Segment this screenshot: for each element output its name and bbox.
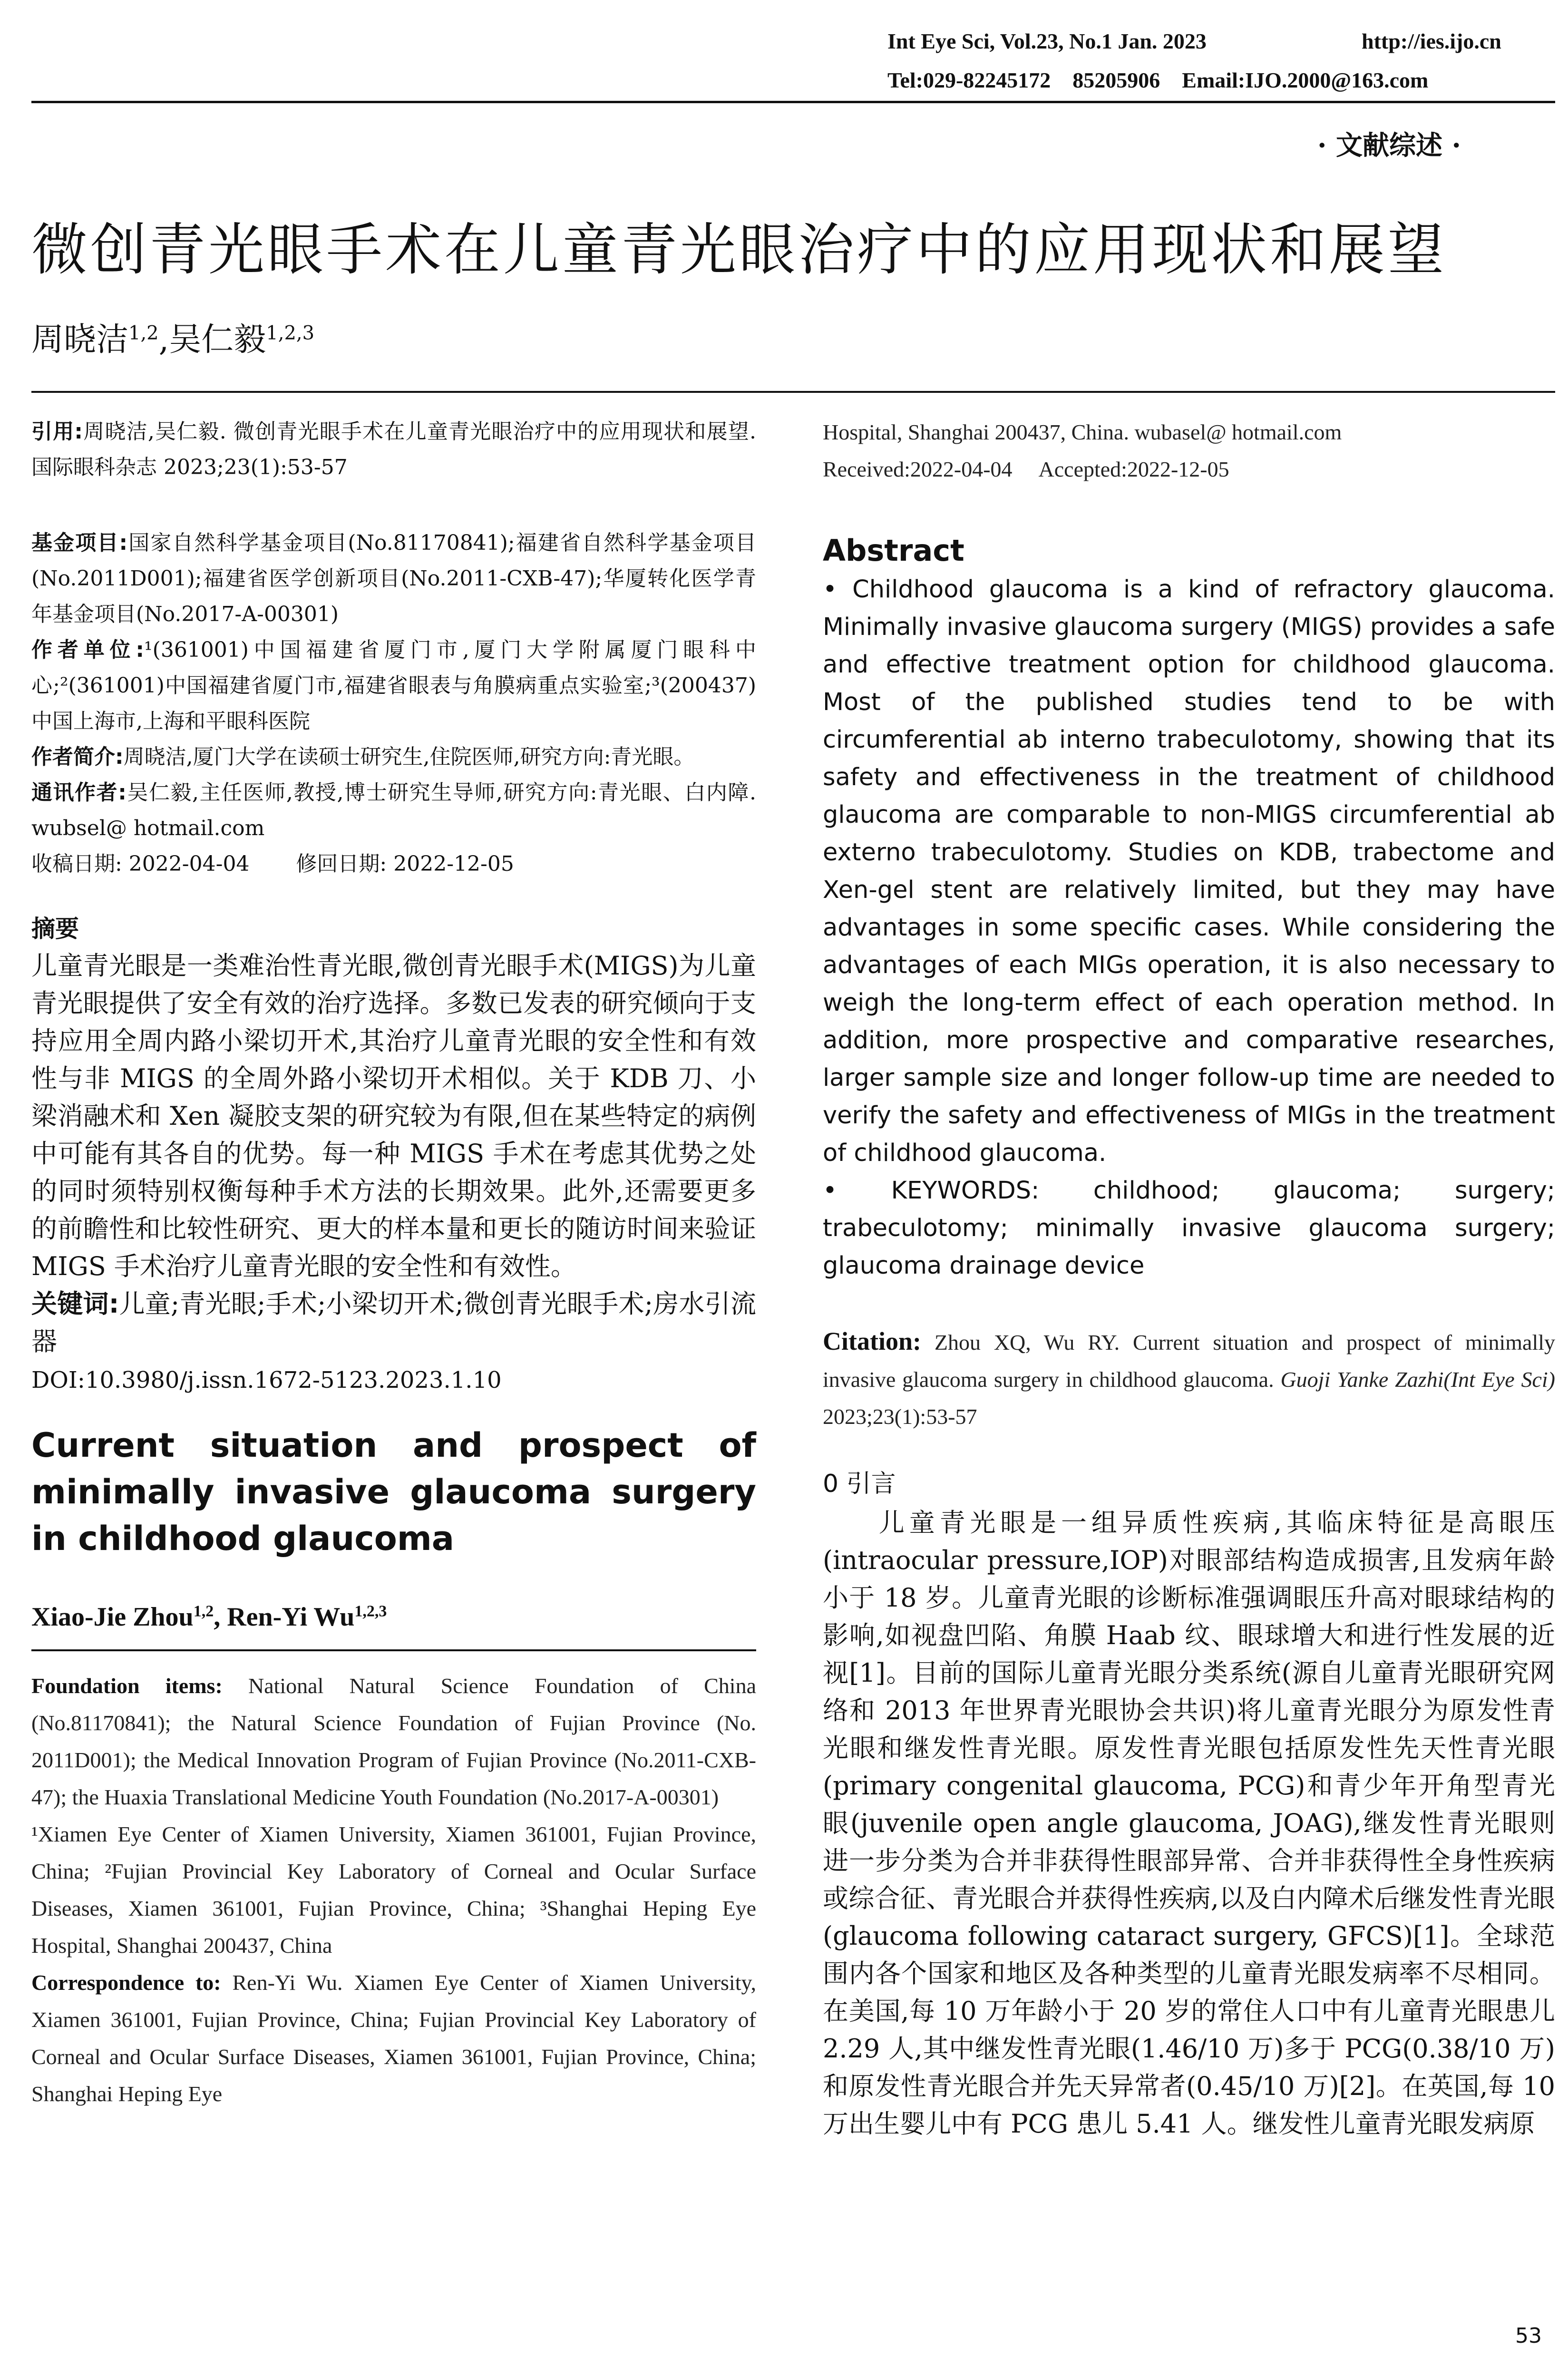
correspondence-cont: Hospital, Shanghai 200437, China. wubasel@ hotmail.com — [823, 420, 1342, 444]
en-author-name: Xiao-Jie Zhou — [31, 1602, 194, 1632]
keywords-cn — [31, 1285, 756, 1360]
citation-cn-text: 周晓洁,吴仁毅. 微创青光眼手术在儿童青光眼治疗中的应用现状和展望. 国际眼科杂志 2023;23(1):53-57 — [31, 419, 756, 479]
citation-en-label: Citation: — [823, 1327, 921, 1355]
citation-en-tail: 2023;23(1):53-57 — [823, 1404, 977, 1429]
intro-body: 儿童青光眼是一组异质性疾病,其临床特征是高眼压(intraocular pressure,IOP)对眼部结构造成损害,且发病年龄小于 18 岁。儿童青光眼的诊断标准强调眼压升高对眼球结构的影响,如视盘凹陷、角膜 Haab 纹、眼球增大和进行性发展的近视[1]。目前的国际儿童青光眼分类系统(源自儿童青光眼研究网络和 2013 年世界青光眼协会共识)将儿童青光眼分为原发性青光眼和继发性青光眼。原发性青光眼包括原发性先天性青光眼(primary congenital glaucoma, PCG)和青少年开角型青光眼(juvenile open angle glaucoma, JOAG),继发性青光眼则进一步分类为合并非获得性眼部异常、合并非获得性全身性疾病或综合征、青光眼合并获得性疾病,以及白内障术后继发性青光眼(glaucoma following cataract surgery, GFCS)[1]。全球范围内各个国家和地区及各种类型的儿童青光眼发病率不尽相同。在美国,每 10 万年龄小于 20 岁的常住人口中有儿童青光眼患儿 2.29 人,其中继发性青光眼(1.46/10 万)多于 PCG(0.38/10 万)和原发性青光眼合并先天异常者(0.45/10 万)[2]。在英国,每 10 万出生婴儿中有 PCG 患儿 5.41 人。继发性儿童青光眼发病原 — [823, 1508, 1555, 2139]
kw-text: 儿童;青光眼;手术;小梁切开术;微创青光眼手术;房水引流器 — [31, 1289, 756, 1356]
bio-text: 周晓洁,厦门大学在读硕士研究生,住院医师,研究方向:青光眼。 — [123, 745, 695, 769]
foundation-text: National Natural Science Foundation of China (No.81170841); the Natural Science Foundation of Fujian Province (No. 2011D001); the Medical Innovation Program of Fujian Province (No.2011-CXB-47); the Huaxia Translational Medicine Youth Foundation (No.2017-A-00301) — [31, 1674, 757, 1809]
abstract-en-heading: Abstract — [823, 533, 964, 568]
author-affil: 1,2,3 — [266, 322, 315, 344]
unit-label: 作者单位: — [31, 638, 145, 662]
kw-label: 关键词: — [31, 1289, 119, 1319]
corr-text: 吴仁毅,主任医师,教授,博士研究生导师,研究方向:青光眼、白内障. wubsel@ hotmail.com — [31, 780, 756, 840]
affiliations-en: ¹Xiamen Eye Center of Xiamen University, Xiamen 361001, Fujian Province, China; ²Fujian Provincial Key Laboratory of Corneal and Ocular Surface Diseases, Xiamen 361001, Fujian Province, China; ³Shanghai Heping Eye Hospital, Shanghai 200437, China — [31, 1822, 756, 1958]
abstract-cn-text: 儿童青光眼是一类难治性青光眼,微创青光眼手术(MIGS)为儿童青光眼提供了安全有效的治疗选择。多数已发表的研究倾向于支持应用全周内路小梁切开术,其治疗儿童青光眼的安全性和有效性与非 MIGS 的全周外路小梁切开术相似。关于 KDB 刀、小梁消融术和 Xen 凝胶支架的研究较为有限,但在某些特定的病例中可能有其各自的优势。每一种 MIGS 手术在考虑其优势之处的同时须特别权衡每种手术方法的长期效果。此外,还需要更多的前瞻性和比较性研究、更大的样本量和更长的随访时间来验证 MIGS 手术治疗儿童青光眼的安全性和有效性。 — [31, 951, 756, 1281]
unit-info — [31, 632, 756, 739]
citation-cn-label: 引用: — [31, 419, 83, 444]
received-accepted: Received:2022-04-04 Accepted:2022-12-05 — [823, 457, 1229, 481]
english-authors: Xiao-Jie Zhou$^{1,2}$, Ren-Yi Wu$^{1,2,3}$ — [31, 1602, 387, 1632]
author-affil: 1,2 — [128, 322, 159, 344]
bio-info — [31, 739, 756, 775]
paper-title: 微创青光眼手术在儿童青光眼治疗中的应用现状和展望 — [31, 217, 1447, 283]
corr-en-text: Ren-Yi Wu. Xiamen Eye Center of Xiamen University, Xiamen 361001, Fujian Province, China; Fujian Provincial Key Laboratory of Corneal and Ocular Surface Diseases, Xiamen 361001, Fujian Province, China; Shanghai Heping Eye — [31, 1970, 756, 2106]
right-column — [823, 414, 1555, 2143]
foundation-label: Foundation items: — [31, 1674, 223, 1698]
correspondence-en — [31, 1964, 756, 2113]
fund-label: 基金项目: — [31, 531, 128, 555]
author-name: 吴仁毅 — [169, 321, 266, 359]
en-author-name: Ren-Yi Wu — [227, 1602, 355, 1632]
author-line — [31, 314, 314, 360]
author-name: 周晓洁 — [31, 321, 129, 359]
corr-label: 通讯作者: — [31, 780, 127, 805]
doi: DOI:10.3980/j.issn.1672-5123.2023.1.10 — [31, 1367, 502, 1393]
journal-contact: Tel:029-82245172 85205906 Email:IJO.2000@163.com — [887, 68, 1429, 92]
journal-url: http://ies.ijo.cn — [1362, 29, 1501, 53]
fund-info — [31, 525, 756, 632]
section-label: · 文献综述 · — [1317, 130, 1461, 161]
corr-info — [31, 775, 756, 846]
page-number: 53 — [1515, 2324, 1542, 2348]
english-title: Current situation and prospect of minimally invasive glaucoma surgery in childhood glaucoma — [31, 1426, 756, 1558]
abstract-en-text: • Childhood glaucoma is a kind of refractory glaucoma. Minimally invasive glaucoma surgery (MIGS) provides a safe and effective treatment option for childhood glaucoma. Most of the published studies tend to be with circumferential ab interno trabeculotomy, showing that its safety and effectiveness in the treatment of childhood glaucoma are comparable to non-MIGS circumferential ab externo trabeculotomy. Studies on KDB, trabectome and Xen-gel stent are relatively limited, but they may have advantages in some specific cases. While considering the advantages of each MIGs operation, it is also necessary to weigh the long-term effect of each operation method. In addition, more prospective and comparative researches, larger sample size and longer follow-up time are needed to verify the safety and effectiveness of MIGs in the treatment of childhood glaucoma. — [823, 575, 1555, 1167]
bio-label: 作者简介: — [31, 745, 124, 769]
journal-info: Int Eye Sci, Vol.23, No.1 Jan. 2023 — [887, 29, 1207, 53]
intro-text — [823, 1504, 1555, 2143]
abstract-cn-heading: 摘要 — [31, 915, 79, 943]
title-rule — [31, 391, 1555, 393]
fund-text: 国家自然科学基金项目(No.81170841);福建省自然科学基金项目(No.2011D001);福建省医学创新项目(No.2011-CXB-47);华厦转化医学青年基金项目(No.2017-A-00301) — [31, 531, 756, 626]
author-sep: , — [158, 321, 169, 359]
citation-en-text: Zhou XQ, Wu RY. Current situation and prospect of minimally invasive glaucoma surgery in childhood glaucoma. — [823, 1330, 1556, 1392]
unit-text: ¹(361001)中国福建省厦门市,厦门大学附属厦门眼科中心;²(361001)中国福建省厦门市,福建省眼表与角膜病重点实验室;³(200437)中国上海市,上海和平眼科医院 — [31, 638, 756, 733]
en-author-affil: 1,2,3 — [354, 1602, 387, 1620]
citation-en — [823, 1323, 1555, 1435]
en-author-affil: 1,2 — [193, 1602, 214, 1620]
foundation-en — [31, 1667, 756, 1816]
citation-en-journal: Guoji Yanke Zazhi(Int Eye Sci) — [1280, 1367, 1555, 1392]
left-column — [31, 414, 756, 2113]
keywords-en: • KEYWORDS: childhood; glaucoma; surgery; trabeculotomy; minimally invasive glaucoma surgery; glaucoma drainage device — [823, 1177, 1555, 1280]
corr-en-label: Correspondence to: — [31, 1970, 221, 1995]
dates-cn: 收稿日期: 2022-04-04 修回日期: 2022-12-05 — [31, 852, 514, 876]
intro-heading: 0 引言 — [823, 1470, 896, 1498]
header-rule — [31, 101, 1555, 103]
citation-cn — [31, 414, 756, 485]
